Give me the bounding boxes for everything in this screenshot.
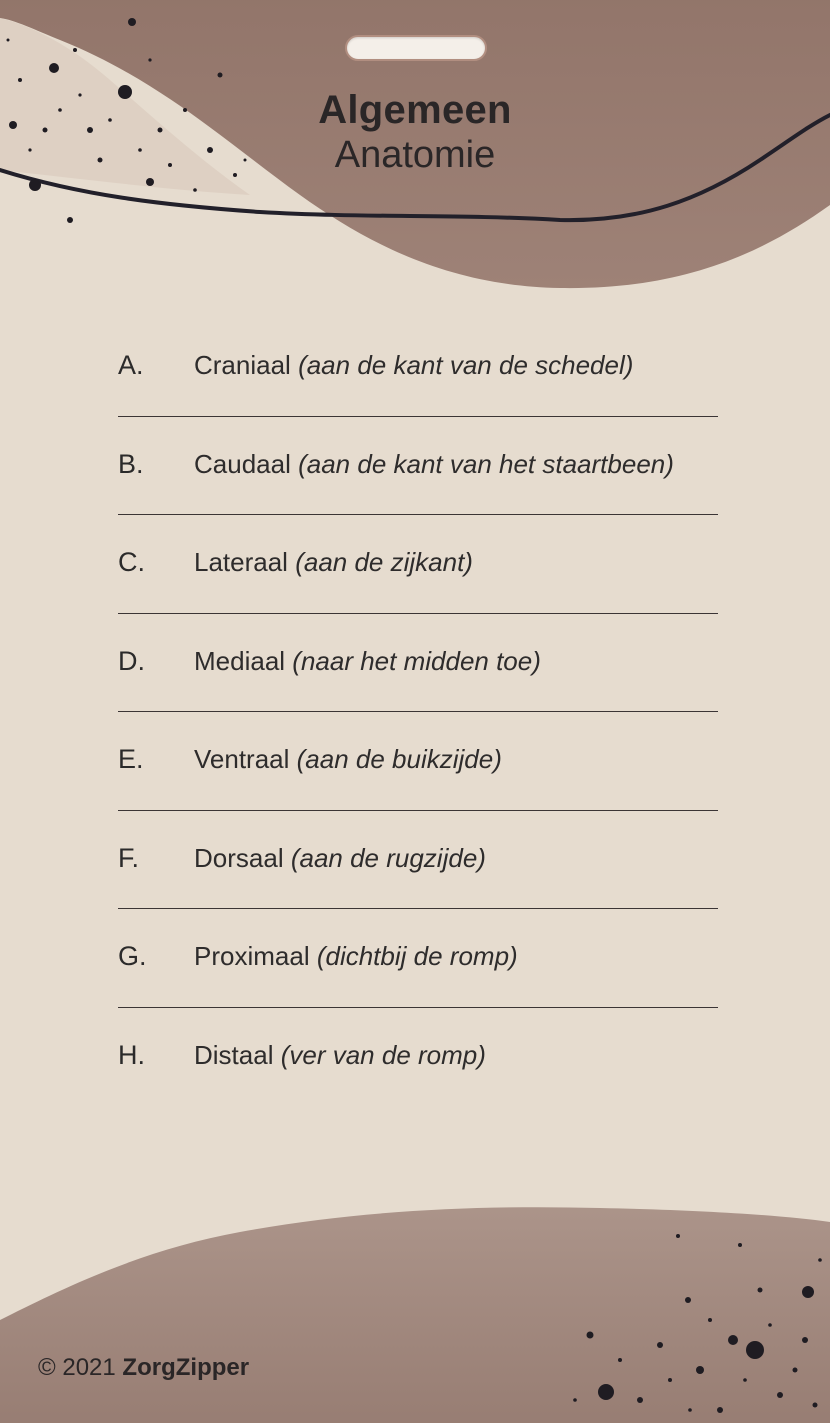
item-letter: C. (118, 547, 145, 577)
item-letter: E. (118, 744, 144, 774)
list-item (118, 515, 718, 614)
item-description: (dichtbij de romp) (316, 941, 518, 971)
item-term-name: Proximaal (194, 941, 310, 971)
list-item (118, 614, 718, 713)
list-item (118, 712, 718, 811)
badge-slot (345, 35, 487, 61)
item-term (194, 1040, 486, 1071)
item-term (194, 843, 486, 874)
item-term-name: Ventraal (194, 744, 290, 774)
item-term-name: Caudaal (194, 448, 291, 479)
bottom-blob (0, 1207, 830, 1423)
page-subtitle: Anatomie (334, 134, 496, 176)
item-description: (aan de kant van de schedel) (298, 350, 634, 380)
list-item (118, 318, 718, 417)
item-term-name: Craniaal (194, 350, 291, 380)
list-item (118, 1008, 718, 1107)
item-description: (naar het midden toe) (292, 645, 541, 676)
item-letter: G. (118, 941, 147, 971)
item-term-name: Lateraal (194, 547, 288, 577)
terms-list (118, 318, 718, 1106)
item-description: (aan de rugzijde) (290, 842, 486, 873)
item-letter: F. (118, 842, 140, 873)
item-description: (aan de kant van het staartbeen) (298, 448, 674, 479)
list-item (118, 417, 718, 516)
item-term-name: Mediaal (194, 645, 286, 676)
footer-copyright (38, 1354, 249, 1382)
item-description: (ver van de romp) (280, 1039, 486, 1070)
item-letter: A. (118, 350, 144, 380)
item-term (194, 350, 633, 381)
list-item (118, 909, 718, 1008)
item-letter: B. (118, 448, 144, 479)
item-term (194, 646, 541, 677)
page-title: Algemeen (318, 88, 512, 132)
item-term (194, 941, 518, 972)
item-term (194, 744, 502, 775)
item-description: (aan de buikzijde) (296, 744, 502, 774)
item-letter: D. (118, 645, 145, 676)
item-term (194, 547, 473, 578)
copyright-text: © 2021 (38, 1354, 116, 1381)
brand-name: ZorgZipper (122, 1354, 250, 1381)
item-term (194, 449, 674, 480)
item-term-name: Distaal (194, 1039, 274, 1070)
item-description: (aan de zijkant) (295, 547, 473, 577)
item-letter: H. (118, 1039, 145, 1070)
list-item (118, 811, 718, 910)
item-term-name: Dorsaal (194, 842, 284, 873)
